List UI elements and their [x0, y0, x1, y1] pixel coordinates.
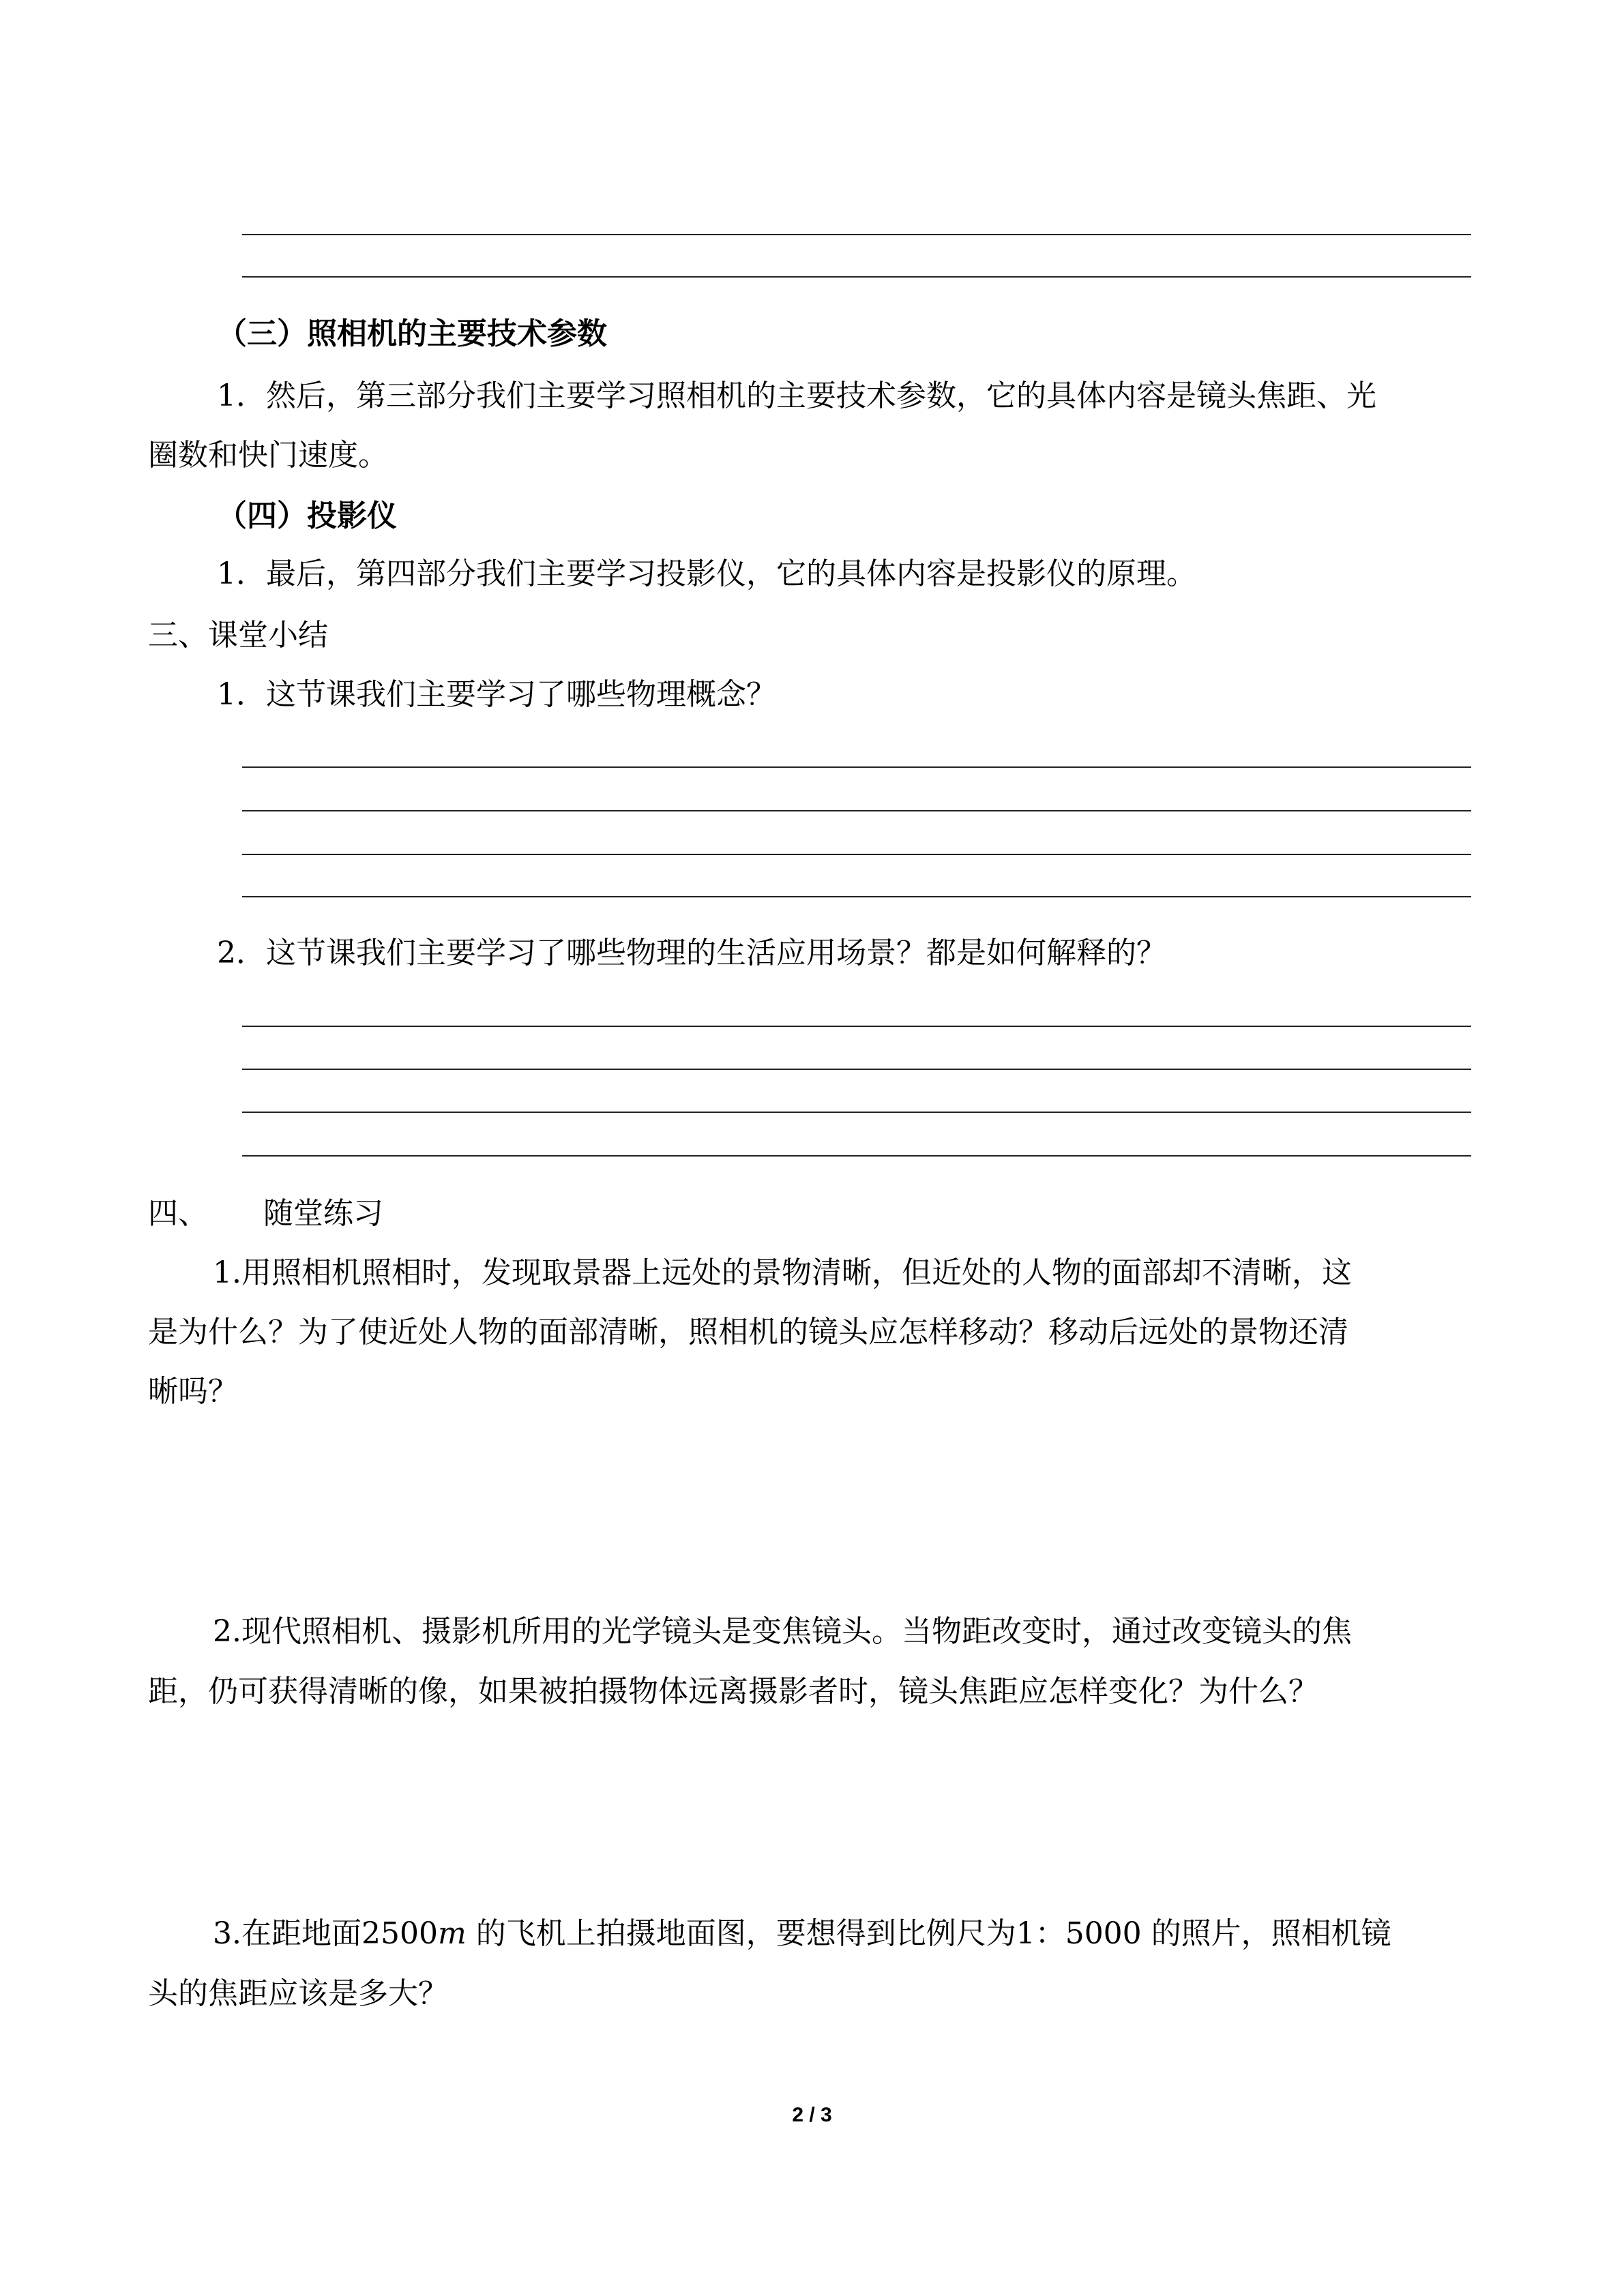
summary-question-1: 1．这节课我们主要学习了哪些物理概念？	[217, 677, 776, 712]
answer-line[interactable]	[242, 1026, 1471, 1027]
practice-question-1-line: 1.用照相机照相时，发现取景器上远处的景物清晰，但近处的人物的面部却不清晰，这	[213, 1255, 1352, 1290]
answer-line[interactable]	[242, 810, 1471, 811]
section-heading-practice-number: 四、	[148, 1196, 208, 1231]
summary-question-2: 2．这节课我们主要学习了哪些物理的生活应用场景？都是如何解释的？	[217, 936, 1166, 970]
paragraph-line: 圈数和快门速度。	[148, 438, 388, 473]
answer-line[interactable]	[242, 896, 1471, 897]
practice-question-3-number: 2500	[361, 1916, 438, 1951]
answer-line[interactable]	[242, 1112, 1471, 1113]
practice-question-3-text: 的飞机上拍摄地面图，要想得到比例尺为	[475, 1916, 1016, 1951]
paragraph-line: 1．最后，第四部分我们主要学习投影仪，它的具体内容是投影仪的原理。	[217, 556, 1196, 591]
page-number: 2 / 3	[792, 2104, 832, 2126]
section-heading-camera-params: （三）照相机的主要技术参数	[217, 316, 607, 351]
practice-question-3-text: 的照片，照相机镜	[1151, 1916, 1391, 1951]
answer-line[interactable]	[242, 1069, 1471, 1070]
practice-question-1-line: 晰吗？	[148, 1374, 238, 1409]
practice-question-2-line: 距，仍可获得清晰的像，如果被拍摄物体远离摄影者时，镜头焦距应怎样变化？为什么？	[148, 1674, 1318, 1709]
paragraph-line: 1．然后，第三部分我们主要学习照相机的主要技术参数，它的具体内容是镜头焦距、光	[217, 378, 1376, 413]
practice-question-3-ratio: 1：5000	[1016, 1916, 1142, 1951]
practice-question-3-unit: m	[437, 1916, 467, 1951]
section-heading-practice: 随堂练习	[263, 1196, 383, 1231]
practice-question-3-text: 3.在距地面	[213, 1916, 361, 1951]
section-heading-projector: （四）投影仪	[217, 498, 397, 533]
answer-line[interactable]	[242, 854, 1471, 855]
practice-question-3-line	[213, 1914, 1391, 1954]
answer-line[interactable]	[242, 766, 1471, 768]
answer-line[interactable]	[242, 234, 1471, 235]
practice-question-1-line: 是为什么？为了使近处人物的面部清晰，照相机的镜头应怎样移动？移动后远处的景物还清	[148, 1315, 1348, 1350]
answer-line[interactable]	[242, 1155, 1471, 1157]
answer-line[interactable]	[242, 276, 1471, 278]
section-heading-summary: 三、课堂小结	[148, 618, 328, 653]
practice-question-2-line: 2.现代照相机、摄影机所用的光学镜头是变焦镜头。当物距改变时，通过改变镜头的焦	[213, 1614, 1352, 1649]
practice-question-3-line: 头的焦距应该是多大？	[148, 1976, 448, 2011]
